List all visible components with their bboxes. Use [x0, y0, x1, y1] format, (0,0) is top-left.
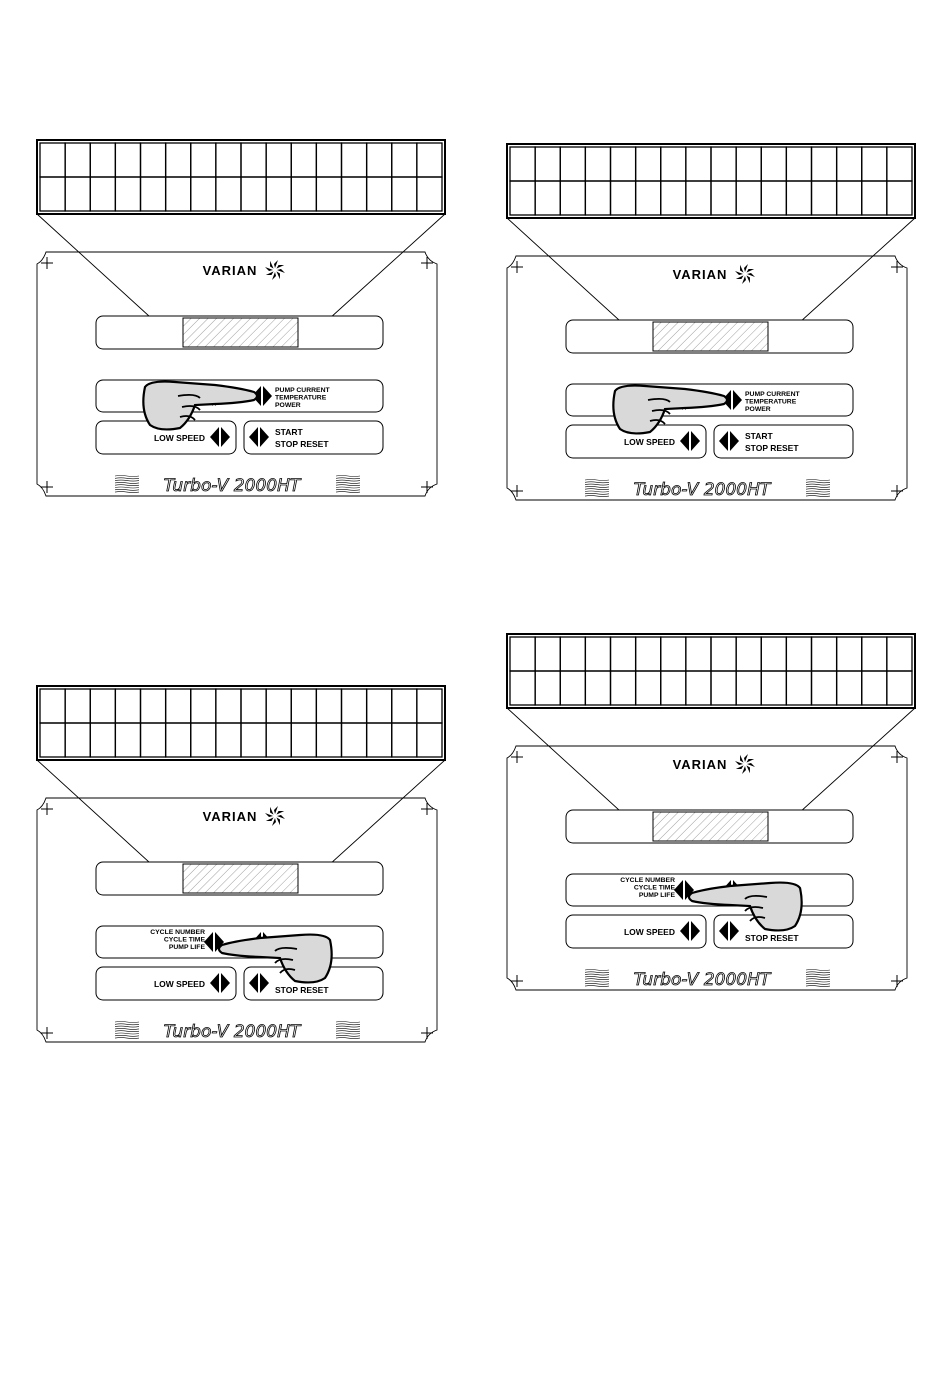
varian-star-icon [735, 264, 755, 284]
decor-lines-right [806, 480, 830, 497]
brand-label: VARIAN [672, 757, 728, 772]
controller-panel [37, 686, 445, 1042]
front-panel-outline [37, 252, 437, 496]
brand-label: VARIAN [202, 263, 258, 278]
screw-icon [891, 261, 903, 273]
start-stop-label: STOP RESET [745, 443, 799, 453]
screw-icon [511, 975, 523, 987]
screw-icon [511, 485, 523, 497]
brand-label: VARIAN [202, 809, 258, 824]
screw-icon [41, 481, 53, 493]
controller-panel [37, 140, 445, 496]
low-speed-key[interactable] [566, 915, 706, 948]
screw-icon [421, 481, 433, 493]
start-stop-key[interactable] [244, 421, 383, 454]
brand-label: VARIAN [672, 267, 728, 282]
key-upper-left-label: CYCLE TIME [163, 936, 205, 944]
lcd-area [183, 318, 298, 347]
lcd-area [653, 812, 768, 841]
decor-lines-left [115, 476, 139, 493]
varian-star-icon [735, 754, 755, 774]
key-upper-left-label: PUMP LIFE [168, 944, 205, 951]
low-speed-label: LOW SPEED [623, 927, 675, 937]
start-stop-label: STOP RESET [745, 933, 799, 943]
key-upper-right-label: PUMP CURRENT [745, 391, 800, 398]
controller-panel [507, 144, 915, 500]
varian-star-icon [265, 260, 285, 280]
key-upper-left-label: CYCLE TIME [633, 884, 675, 892]
decor-lines-left [115, 1022, 139, 1039]
model-label: Turbo-V 2000HT [633, 480, 771, 500]
model-label: Turbo-V 2000HT [163, 476, 301, 496]
screw-icon [421, 803, 433, 815]
decor-lines-right [336, 476, 360, 493]
front-panel-outline [37, 798, 437, 1042]
decor-lines-right [806, 970, 830, 987]
model-label: Turbo-V 2000HT [633, 970, 771, 990]
lcd-area [653, 322, 768, 351]
start-stop-label: START [745, 431, 773, 441]
key-upper-right-label: POWER [275, 402, 301, 409]
decor-lines-right [336, 1022, 360, 1039]
low-speed-key[interactable] [96, 967, 236, 1000]
start-stop-label: STOP RESET [275, 985, 329, 995]
decor-lines-left [585, 970, 609, 987]
screw-icon [891, 975, 903, 987]
low-speed-label: LOW SPEED [623, 437, 675, 447]
start-stop-label: STOP RESET [275, 439, 329, 449]
key-upper-right-label: PUMP CURRENT [275, 387, 330, 394]
start-stop-label: START [275, 427, 303, 437]
key-upper-left-label: PUMP LIFE [638, 892, 675, 899]
lcd-area [183, 864, 298, 893]
front-panel-outline [507, 256, 907, 500]
model-label: Turbo-V 2000HT [163, 1022, 301, 1042]
screw-icon [891, 485, 903, 497]
controller-panel [507, 634, 915, 990]
screw-icon [891, 751, 903, 763]
front-panel-outline [507, 746, 907, 990]
decor-lines-left [585, 480, 609, 497]
key-upper-right-label: POWER [745, 406, 771, 413]
screw-icon [421, 1027, 433, 1039]
start-stop-key[interactable] [714, 425, 853, 458]
key-upper-left-label: CYCLE NUMBER [150, 929, 205, 936]
key-upper-right-label: TEMPERATURE [275, 394, 327, 402]
varian-star-icon [265, 806, 285, 826]
low-speed-label: LOW SPEED [153, 433, 205, 443]
key-upper-left-label: CYCLE NUMBER [620, 877, 675, 884]
low-speed-label: LOW SPEED [153, 979, 205, 989]
screw-icon [421, 257, 433, 269]
key-upper-right-label: TEMPERATURE [745, 398, 797, 406]
screw-icon [41, 1027, 53, 1039]
